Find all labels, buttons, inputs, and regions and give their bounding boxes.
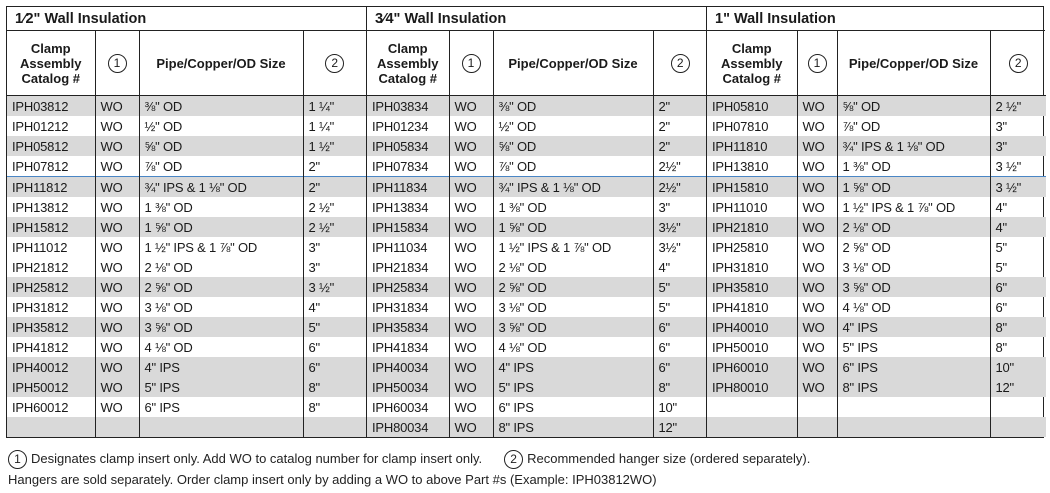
hanger-size: 10" <box>990 357 1046 377</box>
insert-code: WO <box>95 237 139 257</box>
pipe-size: 1 ⅜" OD <box>139 197 303 217</box>
pipe-size: 4 ⅛" OD <box>493 337 653 357</box>
pipe-size: 2 ⅝" OD <box>837 237 990 257</box>
insert-code: WO <box>449 417 493 437</box>
catalog-number: IPH11034 <box>372 239 428 255</box>
hanger-size: 3" <box>990 116 1046 136</box>
hanger-size: 10" <box>653 397 707 417</box>
table-row <box>7 96 366 117</box>
header-label: Pipe/Copper/OD Size <box>848 55 979 71</box>
pipe-size: 1 ⅝" OD <box>493 217 653 237</box>
table-row <box>7 197 366 217</box>
circled-one-icon: 1 <box>808 54 827 73</box>
catalog-number: IPH01212 <box>12 118 69 134</box>
table-row <box>707 317 1046 337</box>
table-row <box>7 136 366 156</box>
hanger-size <box>303 417 366 437</box>
insert-code: WO <box>95 277 139 297</box>
pipe-size: 3 ⅝" OD <box>837 277 990 297</box>
pipe-size: ⅝" OD <box>493 136 653 156</box>
catalog-number: IPH41834 <box>372 339 429 355</box>
circled-two-icon: 2 <box>671 54 690 73</box>
pipe-size: 4 ⅛" OD <box>139 337 303 357</box>
insert-code: WO <box>797 237 837 257</box>
table-row <box>707 357 1046 377</box>
table-row <box>7 417 366 437</box>
catalog-number: IPH35812 <box>7 317 95 337</box>
clamp-insert-header <box>449 31 493 96</box>
pipe-size: 1 ⅜" OD <box>837 156 990 177</box>
hanger-size: 1 ½" <box>303 136 366 156</box>
catalog-number <box>707 397 797 417</box>
catalog-number: IPH15812 <box>7 217 95 237</box>
table-row <box>707 197 1046 217</box>
insulation-tables <box>6 6 1044 438</box>
catalog-number: IPH50012 <box>7 377 95 397</box>
table-row <box>367 116 707 136</box>
table-row <box>367 357 707 377</box>
footnote-line-2: Hangers are sold separately. Order clamp insert only by adding a WO to above Part #s (Example: IPH03812WO) <box>8 472 657 487</box>
pipe-size-header <box>493 31 653 96</box>
table-row <box>7 257 366 277</box>
table-row <box>7 277 366 297</box>
catalog-number: IPH31810 <box>712 259 769 275</box>
catalog-number: IPH05812 <box>7 136 95 156</box>
section-title: 3⁄4" Wall Insulation <box>367 7 706 31</box>
pipe-size: ½" OD <box>139 116 303 136</box>
spec-table <box>7 31 366 437</box>
pipe-size: 5" IPS <box>837 337 990 357</box>
hanger-size-header <box>653 31 707 96</box>
insert-code: WO <box>95 257 139 277</box>
catalog-number: IPH13810 <box>712 158 769 174</box>
pipe-size: 3 ⅝" OD <box>139 317 303 337</box>
header-label: Clamp Assembly Catalog # <box>377 40 439 86</box>
hanger-size: 1 ¼" <box>303 116 366 136</box>
catalog-number: IPH11812 <box>7 177 95 198</box>
pipe-size: ⅜" OD <box>493 96 653 117</box>
insert-code: WO <box>449 257 493 277</box>
pipe-size: 1 ⅜" OD <box>493 197 653 217</box>
table-row <box>367 297 707 317</box>
hanger-size: 6" <box>653 357 707 377</box>
catalog-number: IPH40012 <box>7 357 95 377</box>
insert-code: WO <box>95 96 139 117</box>
hanger-size: 3" <box>303 257 366 277</box>
table-row <box>7 297 366 317</box>
table-row <box>707 217 1046 237</box>
hanger-size-header <box>990 31 1046 96</box>
circled-one-icon: 1 <box>462 54 481 73</box>
catalog-number: IPH13812 <box>12 199 69 215</box>
catalog-number: IPH35810 <box>707 277 797 297</box>
section-one-inch <box>706 7 1045 437</box>
pipe-size: 2 ⅝" OD <box>493 277 653 297</box>
table-row <box>707 257 1046 277</box>
hanger-size: 5" <box>990 257 1046 277</box>
table-row <box>7 237 366 257</box>
table-row <box>367 317 707 337</box>
insert-code: WO <box>95 177 139 198</box>
table-row <box>367 277 707 297</box>
hanger-size: 2½" <box>653 177 707 198</box>
insert-code: WO <box>449 377 493 397</box>
pipe-size: ⅞" OD <box>837 116 990 136</box>
clamp-insert-header <box>95 31 139 96</box>
catalog-number <box>707 417 797 437</box>
catalog-number: IPH41812 <box>12 339 69 355</box>
table-row <box>7 116 366 136</box>
table-row <box>707 377 1046 397</box>
insert-code: WO <box>95 317 139 337</box>
catalog-number: IPH03834 <box>367 96 449 117</box>
table-row <box>367 257 707 277</box>
table-row <box>367 217 707 237</box>
hanger-size: 8" <box>653 377 707 397</box>
hanger-size: 6" <box>653 317 707 337</box>
pipe-size: 1 ½" IPS & 1 ⅞" OD <box>837 197 990 217</box>
insert-code: WO <box>449 136 493 156</box>
insert-code: WO <box>449 116 493 136</box>
catalog-number-header <box>707 31 797 96</box>
table-row <box>707 417 1046 437</box>
hanger-size: 5" <box>653 297 707 317</box>
table-row <box>367 237 707 257</box>
pipe-size: 1 ½" IPS & 1 ⅞" OD <box>493 237 653 257</box>
table-row <box>367 397 707 417</box>
catalog-number: IPH13834 <box>372 199 429 215</box>
pipe-size: ⅞" OD <box>493 156 653 177</box>
insert-code: WO <box>797 197 837 217</box>
insert-code: WO <box>797 217 837 237</box>
insert-code: WO <box>95 136 139 156</box>
insert-code: WO <box>797 337 837 357</box>
catalog-number: IPH41810 <box>712 299 769 315</box>
hanger-size: 2" <box>303 156 366 177</box>
insert-code: WO <box>797 116 837 136</box>
table-row <box>707 116 1046 136</box>
pipe-size: 3 ⅛" OD <box>139 297 303 317</box>
pipe-size: 6" IPS <box>837 357 990 377</box>
insert-code: WO <box>449 197 493 217</box>
header-label: Pipe/Copper/OD Size <box>156 55 286 71</box>
table-row <box>707 237 1046 257</box>
pipe-size: ⅜" OD <box>139 96 303 117</box>
pipe-size <box>139 417 303 437</box>
table-row <box>707 297 1046 317</box>
catalog-number: IPH21834 <box>372 259 429 275</box>
insert-code: WO <box>797 277 837 297</box>
catalog-number: IPH11010 <box>712 199 768 215</box>
table-row <box>367 136 707 156</box>
catalog-number: IPH80034 <box>367 417 449 437</box>
spec-table <box>707 31 1046 437</box>
insert-code <box>95 417 139 437</box>
pipe-size: ⅝" OD <box>837 96 990 117</box>
hanger-size: 3" <box>303 237 366 257</box>
hanger-size: 3 ½" <box>303 277 366 297</box>
pipe-size-header <box>837 31 990 96</box>
insert-code: WO <box>797 96 837 117</box>
pipe-size: 2 ⅛" OD <box>139 257 303 277</box>
catalog-number: IPH60010 <box>707 357 797 377</box>
table-row <box>7 377 366 397</box>
insert-code: WO <box>95 377 139 397</box>
hanger-size: 3" <box>990 136 1046 156</box>
catalog-number: IPH40010 <box>707 317 797 337</box>
pipe-size: 2 ⅝" OD <box>139 277 303 297</box>
catalog-number <box>7 417 95 437</box>
header-label: Clamp Assembly Catalog # <box>20 40 82 86</box>
table-row <box>7 217 366 237</box>
hanger-size: 2" <box>653 96 707 117</box>
catalog-number: IPH11012 <box>12 239 68 255</box>
catalog-number: IPH07810 <box>712 118 769 134</box>
table-row <box>7 397 366 417</box>
pipe-size: 2 ⅛" OD <box>493 257 653 277</box>
hanger-size: 3 ½" <box>990 156 1046 177</box>
insert-code: WO <box>95 217 139 237</box>
catalog-number: IPH50010 <box>712 339 769 355</box>
pipe-size: 8" IPS <box>837 377 990 397</box>
catalog-number: IPH03812 <box>7 96 95 117</box>
hanger-size: 3 ½" <box>990 177 1046 198</box>
table-row <box>7 177 366 198</box>
pipe-size <box>837 397 990 417</box>
table-row <box>367 377 707 397</box>
pipe-size: 6" IPS <box>493 397 653 417</box>
pipe-size: ⅞" OD <box>139 156 303 177</box>
hanger-size: 6" <box>990 277 1046 297</box>
hanger-size <box>990 417 1046 437</box>
table-row <box>367 156 707 177</box>
hanger-size: 6" <box>990 297 1046 317</box>
table-row <box>707 337 1046 357</box>
insert-code: WO <box>449 237 493 257</box>
table-row <box>707 96 1046 117</box>
hanger-size: 4" <box>303 297 366 317</box>
insert-code: WO <box>95 197 139 217</box>
insert-code: WO <box>797 156 837 177</box>
insert-code: WO <box>449 397 493 417</box>
pipe-size: 4" IPS <box>139 357 303 377</box>
hanger-size <box>990 397 1046 417</box>
table-row <box>367 197 707 217</box>
circled-two-icon: 2 <box>325 54 344 73</box>
catalog-number: IPH21810 <box>707 217 797 237</box>
insert-code: WO <box>449 357 493 377</box>
pipe-size: 4" IPS <box>837 317 990 337</box>
pipe-size: ¾" IPS & 1 ⅛" OD <box>139 177 303 198</box>
table-row <box>707 277 1046 297</box>
hanger-size: 6" <box>303 357 366 377</box>
pipe-size: 3 ⅛" OD <box>493 297 653 317</box>
insert-code: WO <box>95 156 139 177</box>
insert-code: WO <box>449 96 493 117</box>
insert-code: WO <box>95 116 139 136</box>
table-row <box>7 156 366 177</box>
insert-code: WO <box>449 337 493 357</box>
catalog-number: IPH25810 <box>712 239 769 255</box>
catalog-number: IPH11834 <box>367 177 449 198</box>
table-row <box>367 417 707 437</box>
section-half-inch <box>7 7 366 437</box>
pipe-size: ¾" IPS & 1 ⅛" OD <box>493 177 653 198</box>
catalog-number: IPH01234 <box>372 118 429 134</box>
hanger-size: 4" <box>653 257 707 277</box>
hanger-size: 5" <box>303 317 366 337</box>
circled-two-icon: 2 <box>504 450 523 469</box>
section-three-quarter-inch <box>366 7 706 437</box>
insert-code: WO <box>449 297 493 317</box>
hanger-size: 6" <box>303 337 366 357</box>
pipe-size: 5" IPS <box>493 377 653 397</box>
catalog-number: IPH60034 <box>372 399 429 415</box>
hanger-size: 8" <box>303 377 366 397</box>
catalog-number: IPH25812 <box>7 277 95 297</box>
insert-code: WO <box>95 357 139 377</box>
pipe-size: 8" IPS <box>493 417 653 437</box>
circled-one-icon: 1 <box>108 54 127 73</box>
spec-table <box>367 31 707 437</box>
catalog-number-header <box>367 31 449 96</box>
pipe-size: 6" IPS <box>139 397 303 417</box>
insert-code: WO <box>797 297 837 317</box>
section-title: 1⁄2" Wall Insulation <box>7 7 366 31</box>
table-row <box>367 177 707 198</box>
hanger-size: 2½" <box>653 156 707 177</box>
hanger-size: 2 ½" <box>303 217 366 237</box>
pipe-size: 1 ½" IPS & 1 ⅞" OD <box>139 237 303 257</box>
note-1-text: Designates clamp insert only. Add WO to catalog number for clamp insert only. <box>31 451 483 466</box>
catalog-number: IPH05834 <box>367 136 449 156</box>
hanger-size: 1 ¼" <box>303 96 366 117</box>
hanger-size: 3½" <box>653 237 707 257</box>
note-2-text: Recommended hanger size (ordered separately). <box>527 451 811 466</box>
insert-code: WO <box>797 136 837 156</box>
catalog-number: IPH40034 <box>367 357 449 377</box>
footnotes <box>8 448 1043 490</box>
table-row <box>707 136 1046 156</box>
insert-code: WO <box>95 297 139 317</box>
catalog-number: IPH31834 <box>372 299 429 315</box>
insert-code: WO <box>95 337 139 357</box>
pipe-size: 4 ⅛" OD <box>837 297 990 317</box>
table-row <box>707 397 1046 417</box>
insert-code: WO <box>797 257 837 277</box>
catalog-number: IPH07834 <box>372 158 429 174</box>
hanger-size: 8" <box>990 317 1046 337</box>
hanger-size: 5" <box>990 237 1046 257</box>
table-row <box>7 317 366 337</box>
pipe-size: ½" OD <box>493 116 653 136</box>
insert-code <box>797 417 837 437</box>
insert-code: WO <box>449 177 493 198</box>
hanger-size: 3" <box>653 197 707 217</box>
pipe-size <box>837 417 990 437</box>
header-label: Clamp Assembly Catalog # <box>721 40 783 86</box>
table-row <box>7 357 366 377</box>
insert-code <box>797 397 837 417</box>
catalog-number: IPH50034 <box>367 377 449 397</box>
pipe-size: 4" IPS <box>493 357 653 377</box>
clamp-insert-header <box>797 31 837 96</box>
hanger-size: 4" <box>990 197 1046 217</box>
catalog-number: IPH11810 <box>707 136 797 156</box>
catalog-number: IPH35834 <box>367 317 449 337</box>
table-row <box>707 156 1046 177</box>
pipe-size-header <box>139 31 303 96</box>
insert-code: WO <box>449 217 493 237</box>
pipe-size: 5" IPS <box>139 377 303 397</box>
pipe-size: ¾" IPS & 1 ⅛" OD <box>837 136 990 156</box>
circled-two-icon: 2 <box>1009 54 1028 73</box>
pipe-size: 2 ⅛" OD <box>837 217 990 237</box>
insert-code: WO <box>449 317 493 337</box>
hanger-size: 2 ½" <box>990 96 1046 117</box>
pipe-size: 3 ⅝" OD <box>493 317 653 337</box>
insert-code: WO <box>797 317 837 337</box>
hanger-size: 8" <box>303 397 366 417</box>
hanger-size: 2" <box>653 116 707 136</box>
insert-code: WO <box>449 277 493 297</box>
footnote-line-1 <box>8 448 1043 469</box>
hanger-size: 12" <box>653 417 707 437</box>
catalog-number: IPH25834 <box>367 277 449 297</box>
hanger-size: 2" <box>653 136 707 156</box>
hanger-size: 12" <box>990 377 1046 397</box>
hanger-size: 4" <box>990 217 1046 237</box>
header-label: Pipe/Copper/OD Size <box>508 55 638 71</box>
hanger-size: 2" <box>303 177 366 198</box>
insert-code: WO <box>797 357 837 377</box>
table-row <box>367 337 707 357</box>
catalog-number-header <box>7 31 95 96</box>
insert-code: WO <box>797 377 837 397</box>
catalog-number: IPH15810 <box>707 177 797 198</box>
pipe-size: 1 ⅝" OD <box>139 217 303 237</box>
pipe-size: ⅝" OD <box>139 136 303 156</box>
hanger-size-header <box>303 31 366 96</box>
pipe-size: 1 ⅝" OD <box>837 177 990 198</box>
hanger-size: 5" <box>653 277 707 297</box>
table-row <box>367 96 707 117</box>
catalog-number: IPH15834 <box>367 217 449 237</box>
pipe-size: 3 ⅛" OD <box>837 257 990 277</box>
section-title: 1" Wall Insulation <box>707 7 1045 31</box>
hanger-size: 2 ½" <box>303 197 366 217</box>
catalog-number: IPH21812 <box>12 259 69 275</box>
catalog-number: IPH07812 <box>12 158 69 174</box>
catalog-number: IPH60012 <box>12 399 69 415</box>
insert-code: WO <box>797 177 837 198</box>
table-row <box>707 177 1046 198</box>
insert-code: WO <box>449 156 493 177</box>
catalog-number: IPH31812 <box>12 299 69 315</box>
hanger-size: 3½" <box>653 217 707 237</box>
insert-code: WO <box>95 397 139 417</box>
hanger-size: 6" <box>653 337 707 357</box>
catalog-number: IPH05810 <box>707 96 797 117</box>
circled-one-icon: 1 <box>8 450 27 469</box>
hanger-size: 8" <box>990 337 1046 357</box>
catalog-number: IPH80010 <box>707 377 797 397</box>
table-row <box>7 337 366 357</box>
